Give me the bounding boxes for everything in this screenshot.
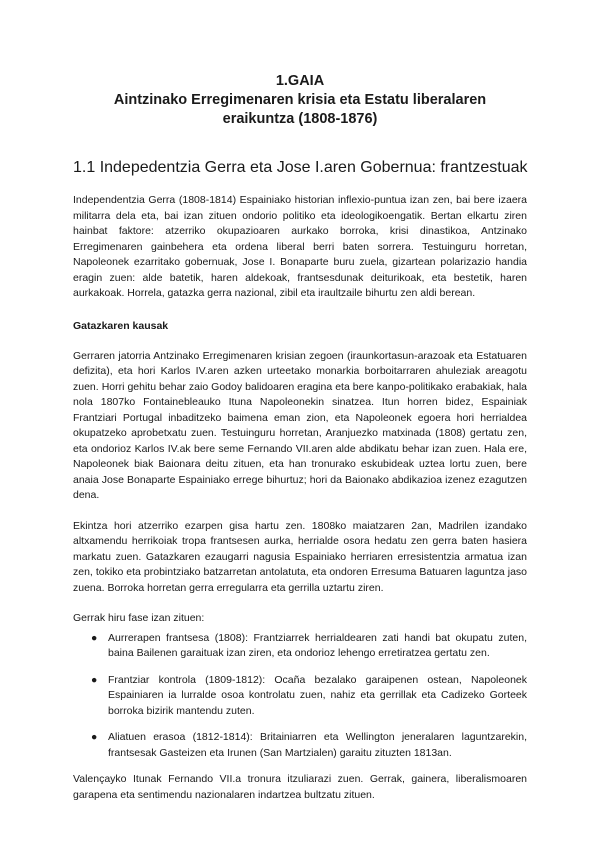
- list-item: [73, 730, 527, 761]
- phase-text: Aurrerapen frantsesa (1808): Frantziarrek herrialdearen zati handi bat okupatu zuten, baina Bailenen garaituak izan ziren, eta ondorioz lehengo erretiratzea gertatu zen.: [108, 631, 527, 659]
- intro-paragraph: Independentzia Gerra (1808-1814) Espainiako historian inflexio-puntua izan zen, bai bere izaera militarra dela eta, bai izan zituen ondorio politiko eta ideologikoengatik. Bertan elkartu ziren hainbat faktore: atzerriko okupazioaren aurkako borroka, krisi dinastikoa, Antzinako Erregimenaren gainbehera eta ordena liberal berri baten sorrera. Testuinguru horretan, Napoleonek ezarritako gobernuak, Jose I. Bonaparte buru zuela, gizartean polarizazio handia eragin zuen: alde batetik, haren aldekoak, frantsesdunak deiturikoak, eta bestetik, haren aurkakoak. Horrela, gatazka gerra nazional, zibil eta iraultzaile bihurtu zen aldi berean.: [73, 194, 527, 299]
- bullet-icon: ●: [91, 631, 98, 644]
- phase-text: Aliatuen erasoa (1812-1814): Britainiarren eta Wellington jeneralaren laguntzarekin, frantsesak Gasteizen eta Irunen (San Martzialen) garaitu zituzten 1813an.: [108, 731, 527, 759]
- phases-list: [73, 631, 527, 762]
- chapter-title: [73, 72, 527, 129]
- chapter-title-line-2: eraikuntza (1808-1876): [222, 111, 378, 127]
- uprising-paragraph: Ekintza hori atzerriko ezarpen gisa hartu zen. 1808ko maiatzaren 2an, Madrilen izandako altxamendu herrikoiak tropa frantsesen aurka, herrialde osora hedatu zen gerra baten hasiera markatu zuen. Gatazkaren ezaugarri nagusia Espainiako herriaren erresistentzia armatua izan zen, tokiko eta probintziako batzarretan antolatuta, eta ondoren Erresuma Batuaren laguntza jaso zuena. Borroka horretan gerra erregularra eta gerrilla uztartu ziren.: [73, 519, 527, 594]
- chapter-number: 1.GAIA: [275, 73, 325, 89]
- list-item: [73, 631, 527, 662]
- bullet-icon: ●: [91, 673, 98, 686]
- causes-paragraph: Gerraren jatorria Antzinako Erregimenaren krisian zegoen (iraunkortasun-arazoak eta Estatuaren defizita), eta hori Karlos IV.aren azken urteetako monarkia borboitarraren ahuleziak areagotu zuen. Horri gehitu behar zaio Godoy balidoaren eragina eta bere kanpo-politikako erabakiak, hala nola 1807ko Fontainebleauko Ituna Napoleonekin sinatzea. Itun horren bidez, Espainiak Frantziari Portugal inbaditzeko baimena eman zion, eta Napoleonek egoera hori herrialdea okupatzeko aprobetxatu zuen. Testuinguru horretan, Aranjuezko matxinada (1808) gertatu zen, eta ondorioz Karlos IV.ak bere seme Fernando VII.aren alde abdikatu behar izan zuen. Hala ere, Napoleonek biak Baionara deitu zituen, eta han tronurako eskubideak uztea lortu zuen, bere anaia Jose Bonaparte Espainiako errege bihurtuz; hori da Baionako abdikazioa izenez ezagutzen dena.: [73, 349, 527, 501]
- bullet-icon: ●: [91, 731, 98, 743]
- causes-heading: Gatazkaren kausak: [73, 319, 169, 332]
- section-heading: 1.1 Indepedentzia Gerra eta Jose I.aren Gobernua: frantzestuak: [73, 159, 528, 176]
- list-item: [73, 673, 527, 720]
- phase-text: Frantziar kontrola (1809-1812): Ocaña bezalako garaipenen ostean, Napoleonek Espainiaren ia lurralde osoa kontrolatu zuen, nahiz eta gerrillak eta Cadizeko Gorteek borroka bizirik mantendu zuten.: [108, 673, 527, 717]
- chapter-title-line-1: Aintzinako Erregimenaren krisia eta Estatu liberalaren: [113, 92, 487, 108]
- closing-paragraph: Valençayko Itunak Fernando VII.a tronura itzuliarazi zuen. Gerrak, gainera, liberalismoaren garapena eta sentimendu nazionalaren indartzea bultzatu zituen.: [73, 773, 527, 801]
- phases-intro: Gerrak hiru fase izan zituen:: [73, 612, 205, 624]
